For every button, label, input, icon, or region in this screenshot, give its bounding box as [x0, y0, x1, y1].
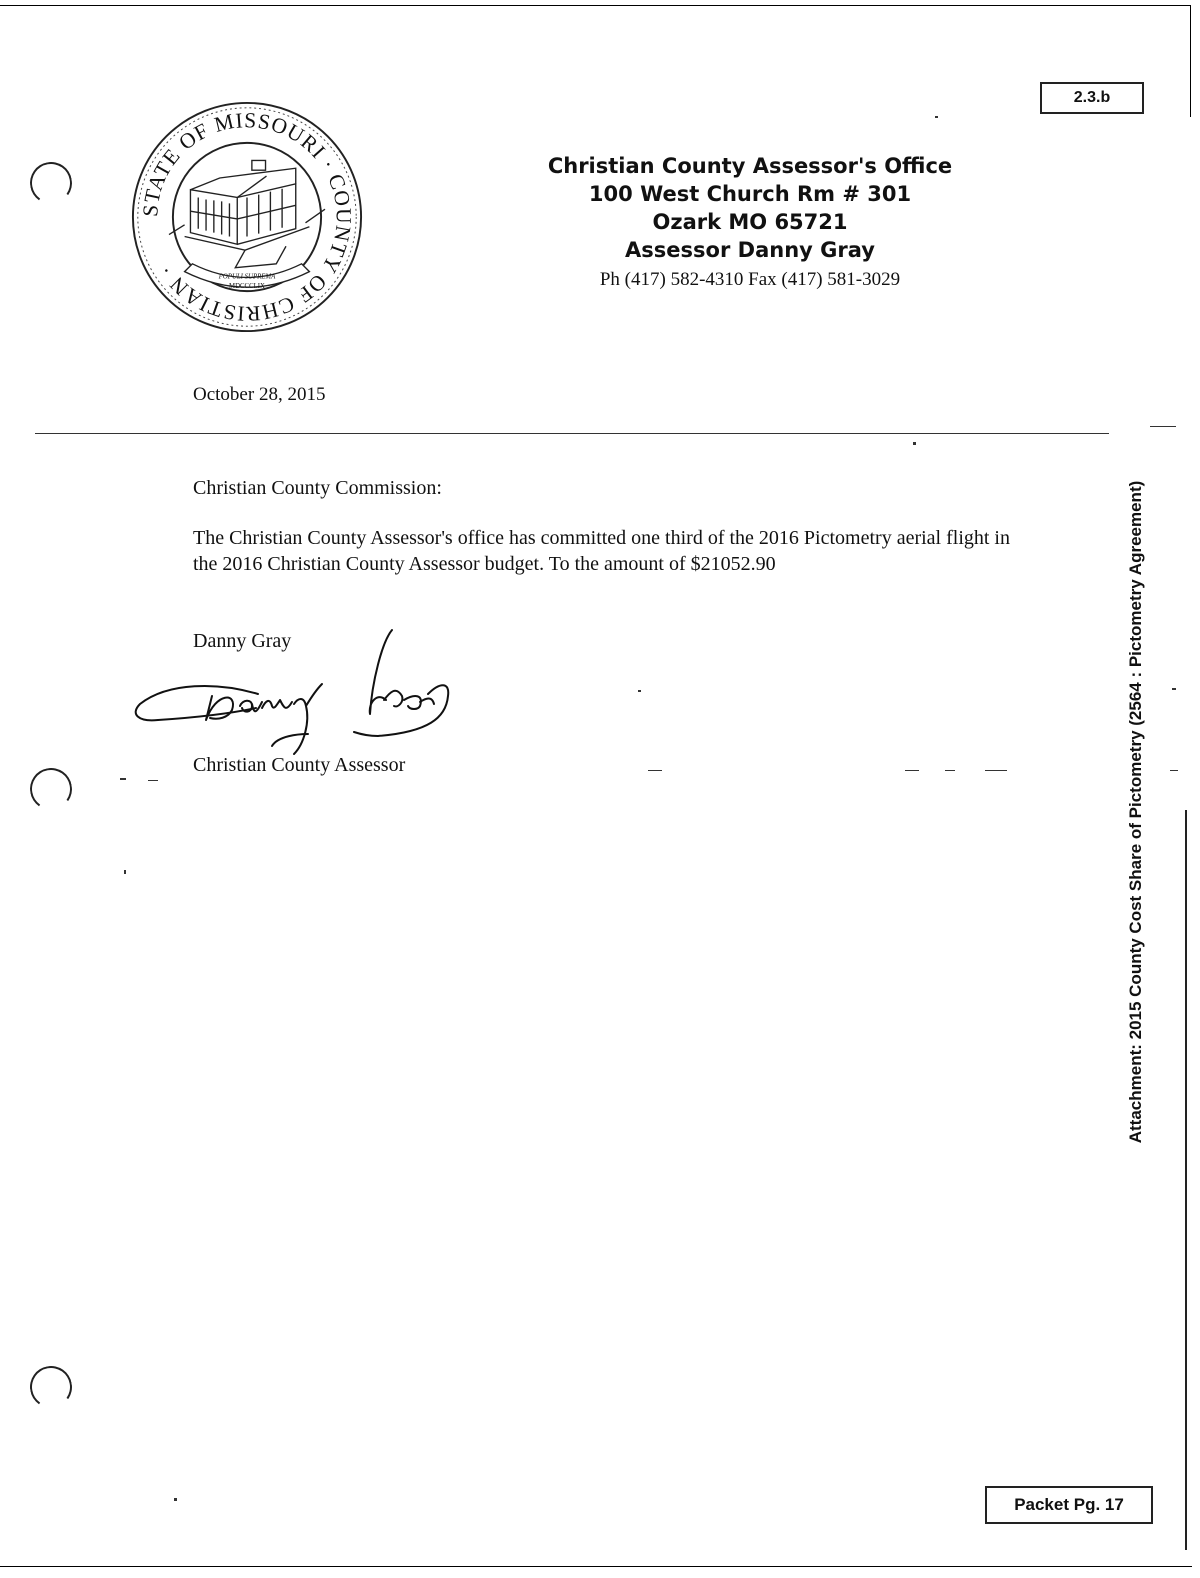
salutation: Christian County Commission: — [193, 477, 442, 499]
letter-date: October 28, 2015 — [193, 384, 326, 405]
office-city: Ozark MO 65721 — [652, 210, 848, 234]
punch-hole-top — [27, 159, 76, 208]
signer-name: Danny Gray — [193, 630, 292, 652]
punch-hole-bottom — [27, 1363, 76, 1412]
attachment-caption: Attachment: 2015 County Cost Share of Pictometry (2564 : Pictometry Agreement) — [1126, 480, 1145, 1144]
scan-speck — [935, 116, 938, 118]
page-border-right — [1190, 5, 1191, 117]
scan-speck — [648, 770, 662, 771]
scan-speck — [1172, 688, 1176, 690]
header-divider — [35, 433, 1109, 434]
county-seal — [130, 100, 364, 334]
scan-speck — [124, 870, 126, 874]
page-edge-right — [1185, 810, 1187, 1550]
scan-speck — [985, 770, 1007, 771]
office-street: 100 West Church Rm # 301 — [588, 182, 912, 206]
page-border-bottom — [0, 1566, 1192, 1567]
office-name: Christian County Assessor's Office — [547, 154, 953, 178]
scan-speck — [148, 780, 158, 781]
page-border-top — [0, 5, 1190, 6]
courthouse-drawing — [169, 160, 325, 267]
letter-body: The Christian County Assessor's office has committed one third of the 2016 Pictometry aerial flight in the 2016 Christian County Assessor budget. To the amount of $21052.90 — [193, 527, 1010, 575]
packet-page-badge: Packet Pg. 17 — [985, 1486, 1153, 1524]
divider-stub — [1150, 426, 1176, 427]
letterhead — [500, 152, 1000, 294]
item-code-badge: 2.3.b — [1040, 82, 1144, 114]
scan-speck — [174, 1498, 177, 1501]
scan-speck — [945, 770, 955, 771]
punch-hole-middle — [27, 765, 76, 814]
signer-title: Christian County Assessor — [193, 754, 406, 776]
assessor-name: Assessor Danny Gray — [625, 238, 875, 262]
scan-speck — [905, 770, 919, 771]
office-phone-fax: Ph (417) 582-4310 Fax (417) 581-3029 — [599, 269, 901, 290]
handwritten-signature — [128, 622, 468, 760]
scan-speck — [913, 442, 916, 445]
seal-motto: POPULI SUPREMA — [218, 273, 276, 281]
scan-speck — [120, 778, 126, 780]
scan-speck — [1170, 770, 1178, 771]
seal-year: MDCCCLIX — [229, 283, 265, 291]
scan-speck — [638, 690, 641, 692]
seal-outer-text: STATE OF MISSOURI · COUNTY OF CHRISTIAN · — [138, 108, 356, 326]
